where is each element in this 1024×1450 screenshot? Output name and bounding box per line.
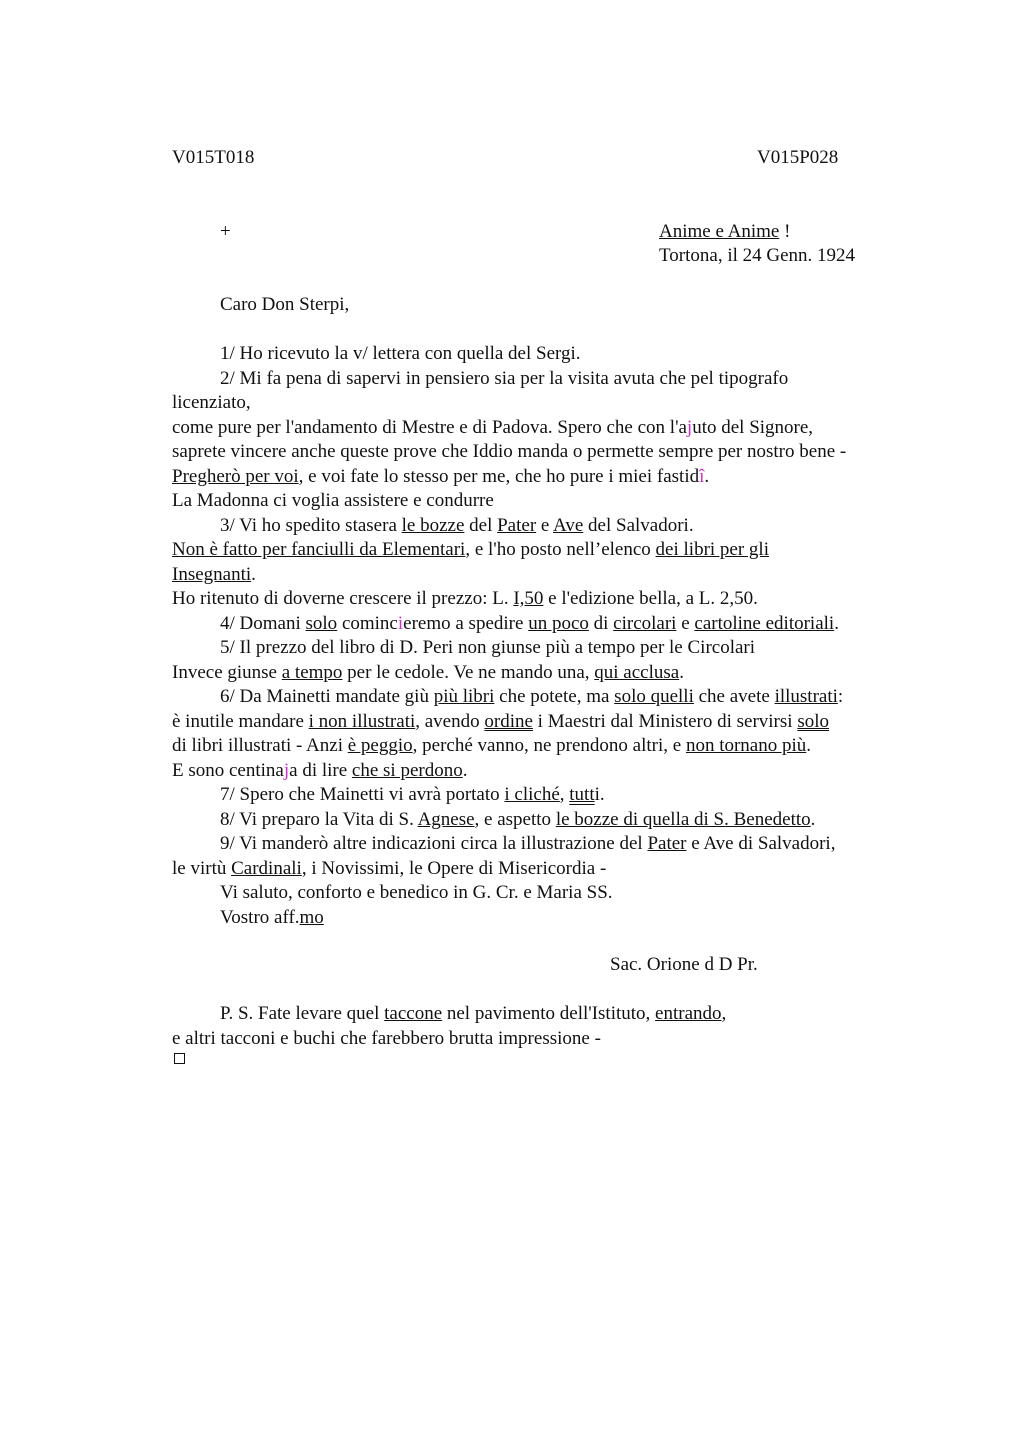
line-text: del Salvadori. [583,514,694,536]
line-text: per le cedole. Ve ne mando una, [342,661,595,683]
end-square-icon [174,1053,185,1064]
line-text: e altri tacconi e buchi che farebbero brutta impressione - [172,1027,601,1049]
text-line [172,538,932,563]
underlined-text: solo [797,710,829,732]
correction-mark: j [686,416,693,438]
underlined-text: solo quelli [614,686,694,707]
motto-underlined: Anime e Anime [659,221,780,242]
text-line [172,342,932,367]
line-text: 5/ Il prezzo del libro di D. Peri non giunse più a tempo per le Circolari [220,637,756,658]
text-line [172,857,932,882]
text-line [172,612,932,637]
line-text: i. [594,784,605,805]
line-text: Vostro aff. [220,906,300,928]
line-text: , i Novissimi, le Opere di Misericordia - [301,857,607,879]
text-line [172,489,932,514]
line-text: i Maestri dal Ministero di servirsi [532,710,798,732]
line-text: eremo a spedire [403,612,529,634]
line-text: nel pavimento dell'Istituto, [442,1003,656,1024]
line-text: . [806,735,812,756]
underlined-text: Pregherò per voi [172,465,299,487]
postscript [172,1002,932,1051]
line-text: . [704,465,710,487]
line-text: . [251,563,256,585]
line-text: , avendo [415,710,485,732]
underlined-text: un poco [528,612,589,634]
text-line [172,783,932,808]
line-text: Vi saluto, conforto e benedico in G. Cr. e Maria SS. [220,882,613,903]
line-text: del [464,514,498,536]
line-text: che avete [693,686,775,707]
underlined-text: entrando [655,1003,722,1024]
underlined-text: solo [305,612,338,634]
underlined-text: i non illustrati [308,710,416,732]
line-text: come pure per l'andamento di Mestre e di Padova. Spero che con l'a [172,416,687,438]
line-text: La Madonna ci voglia assistere e condurre [172,490,494,511]
text-line [172,710,932,735]
motto [659,220,790,244]
correction-mark: î [699,465,705,487]
line-text: che potete, ma [494,686,615,707]
underlined-text: dei libri per gli [655,539,769,560]
underlined-text: Ave [553,514,584,536]
line-text: è inutile mandare [172,710,309,732]
line-text: . [679,661,684,683]
text-line [172,832,932,857]
text-line [172,440,932,465]
line-text: cominc [337,612,398,634]
underlined-text: le bozze [401,514,465,536]
underlined-text: ordine [484,710,533,732]
underlined-text: è peggio [347,735,413,756]
correction-mark: j [283,759,290,781]
underlined-text: Pater [647,833,687,854]
motto-end: ! [779,221,791,242]
line-text: 7/ Spero che Mainetti vi avrà portato [220,784,505,805]
underlined-text: le bozze di quella di S. Benedetto [555,808,811,830]
underlined-text: non tornano più [685,735,807,756]
underlined-text: più libri [433,686,495,707]
underlined-text: qui acclusa [594,661,680,683]
text-line [172,759,932,784]
underlined-text: Non è fatto per fanciulli da Elementari [172,539,466,560]
line-text: e l'edizione bella, a L. 2,50. [543,588,758,609]
underlined-text: i cliché [504,784,560,805]
underlined-text: Pater [497,514,537,536]
text-line [172,514,932,539]
text-line [172,416,932,441]
text-line [172,465,932,490]
line-text: Ho ritenuto di doverne crescere il prezzo: L. [172,588,514,609]
line-text: Invece giunse [172,661,282,683]
line-text: . [810,808,816,830]
salutation: Caro Don Sterpi, [220,294,350,315]
underlined-text: Insegnanti [172,563,252,585]
line-text: P. S. Fate levare quel [220,1003,385,1024]
underlined-text: illustrati [774,686,838,707]
line-text: licenziato, [172,392,251,413]
text-line [172,1027,932,1052]
line-text: E sono centina [172,759,284,781]
line-text: . [834,612,839,634]
line-text: e [676,612,695,634]
line-text: a di lire [289,759,352,781]
line-text: , e l'ho posto nell’elenco [465,539,656,560]
text-line [172,367,932,392]
underlined-text: che si perdono [351,759,463,781]
cross-mark: + [220,221,231,242]
letter-body [172,342,932,930]
underlined-text: cartoline editoriali [694,612,835,634]
document-code-right: V015P028 [757,147,839,168]
text-line [172,563,932,588]
line-text: 1/ Ho ricevuto la v/ lettera con quella del Sergi. [220,343,581,364]
line-text: di [588,612,614,634]
text-line [172,636,932,661]
underlined-text: tutt [569,784,595,805]
correction-mark: i [397,612,404,634]
line-text: le virtù [172,857,232,879]
line-text: : [837,686,844,707]
text-line [172,1002,932,1027]
line-text: 6/ Da Mainetti mandate giù [220,686,434,707]
text-line [172,685,932,710]
line-text: 8/ Vi preparo la Vita di S. [220,808,418,830]
line-text: , e aspetto [474,808,556,830]
line-text: , [721,1003,727,1024]
line-text: , e voi fate lo stesso per me, che ho pure i miei fastid [298,465,700,487]
line-text: . [462,759,468,781]
text-line [172,881,932,906]
underlined-text: taccone [384,1003,443,1024]
line-text: 4/ Domani [220,612,306,634]
text-line [172,734,932,759]
text-line [172,587,932,612]
underlined-text: a tempo [281,661,343,683]
text-line [172,661,932,686]
text-line [172,906,932,931]
line-text: 2/ Mi fa pena di sapervi in pensiero sia per la visita avuta che pel tipografo [220,367,789,389]
underlined-text: I,50 [513,588,544,609]
line-text: e Ave di Salvadori, [686,833,836,854]
line-text: di libri illustrati - Anzi [172,735,348,756]
line-text: uto del Signore, [692,416,814,438]
underlined-text: circolari [613,612,677,634]
line-text: 3/ Vi ho spedito stasera [220,514,402,536]
line-text: , [559,784,570,805]
text-line [172,391,932,416]
underlined-text: Cardinali [231,857,302,879]
document-code-left: V015T018 [172,147,255,168]
text-line [172,808,932,833]
line-text: , perché vanno, ne prendono altri, e [412,735,686,756]
signature: Sac. Orione d D Pr. [610,954,758,975]
line-text: 9/ Vi manderò altre indicazioni circa la illustrazione del [220,833,648,854]
underlined-text: Agnese [417,808,475,830]
line-text: saprete vincere anche queste prove che Iddio manda o permette sempre per nostro bene - [172,441,847,462]
underlined-text: mo [299,906,324,928]
dateline: Tortona, il 24 Genn. 1924 [659,245,856,266]
line-text: e [536,514,554,536]
